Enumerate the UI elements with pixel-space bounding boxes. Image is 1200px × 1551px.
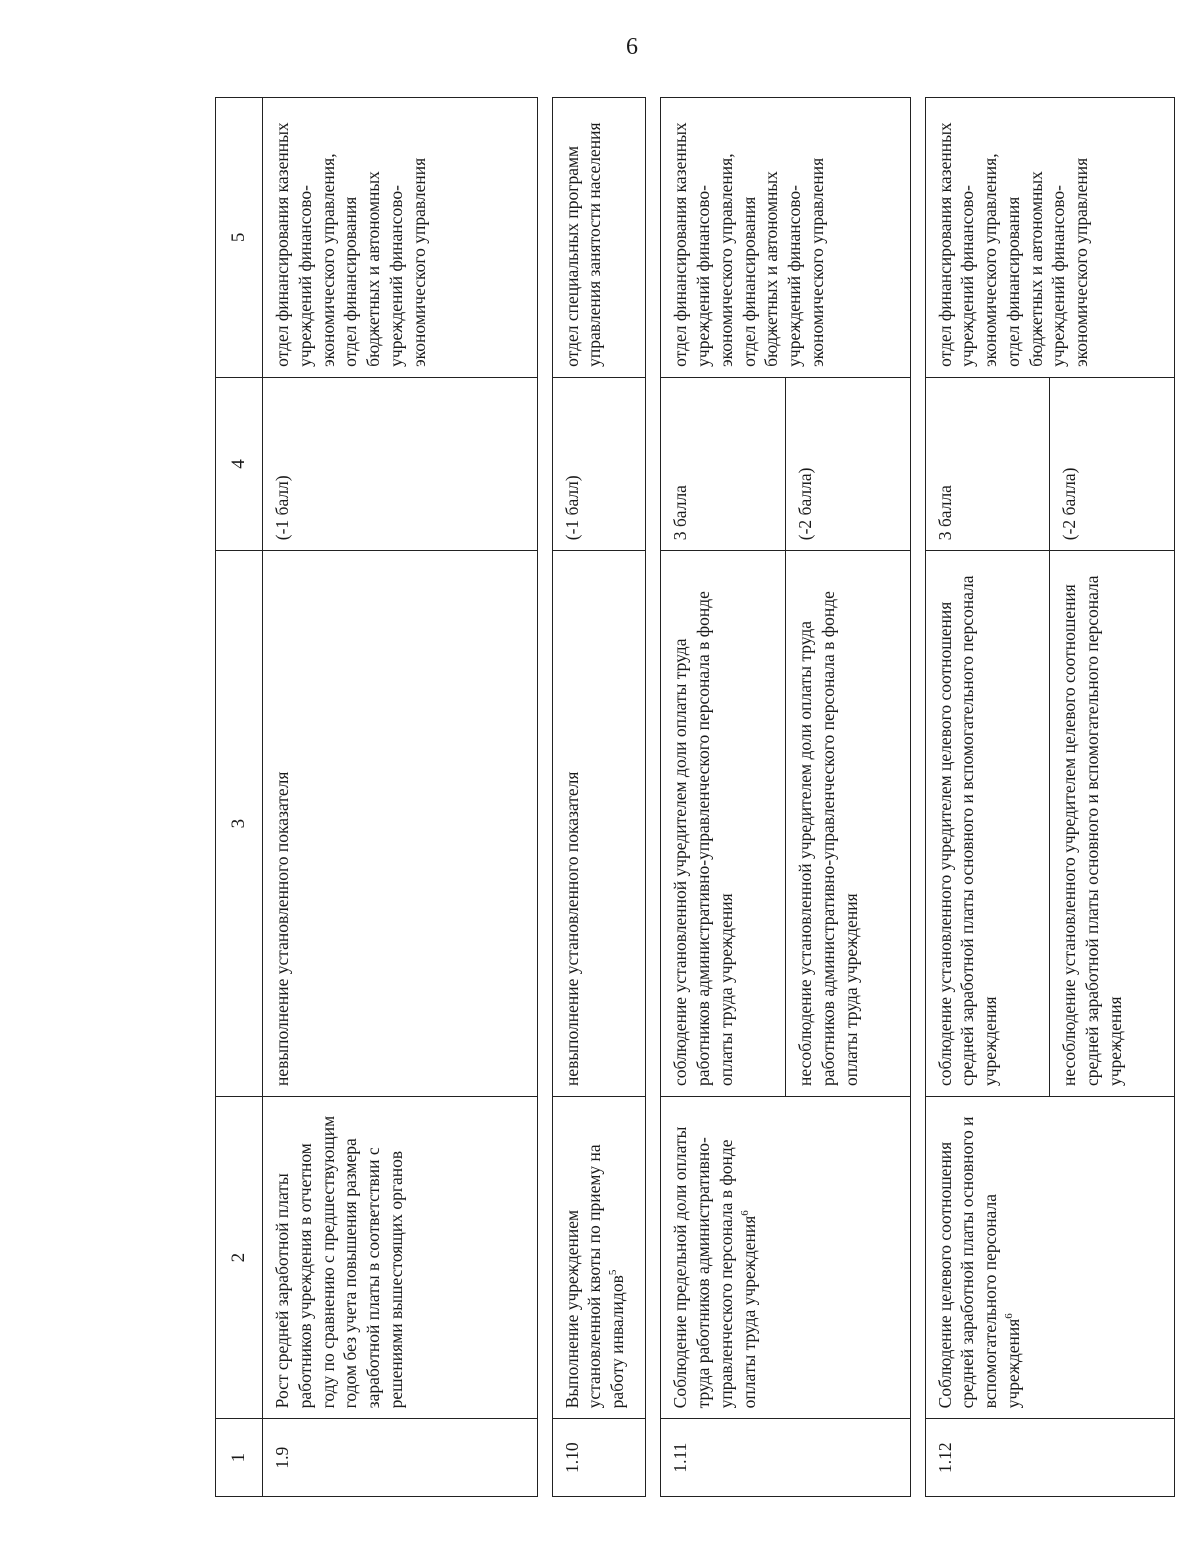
- responsible-cell: отдел финансирования казенных учреждений финансово-экономического управления, отдел финансирования бюджетных и автономных учреждений финансово-экономического управления: [263, 98, 538, 378]
- criterion-text: Соблюдение целевого соотношения средней заработной платы основного и вспомогательного персонала учреждения: [934, 1116, 1023, 1409]
- table-row: [925, 98, 1050, 1497]
- score-cell: (-1 балл): [263, 377, 538, 550]
- row-number: 1.12: [925, 1419, 1174, 1497]
- condition-cell: соблюдение установленной учредителем доли оплаты труда работников административно-управленческого персонала в фонде оплаты труда учреждения: [661, 551, 786, 1097]
- row-number: 1.11: [661, 1419, 910, 1497]
- page-number: 6: [626, 34, 638, 60]
- criterion-cell: [661, 1097, 910, 1419]
- criterion-cell: [925, 1097, 1174, 1419]
- header-col-1: 1: [216, 1419, 263, 1497]
- footnote-marker: 6: [1003, 1313, 1016, 1319]
- table-row: [661, 98, 786, 1497]
- score-cell: 3 балла: [925, 377, 1050, 550]
- criterion-text: Соблюдение предельной доли оплаты труда работников административно-управленческого персонала в фонде оплаты труда учреждения: [670, 1126, 759, 1409]
- criteria-table: [215, 97, 1175, 1497]
- footnote-marker: 5: [607, 1269, 620, 1276]
- criterion-cell: [552, 1097, 646, 1419]
- condition-cell: соблюдение установленного учредителем целевого соотношения средней заработной платы основного и вспомогательного персонала учреждения: [925, 551, 1050, 1097]
- criterion-cell: Рост средней заработной платы работников учреждения в отчетном году по сравнению с предшествующим годом без учета повышения размера заработной платы в соответствии с решениями вышестоящих органов: [263, 1097, 538, 1419]
- row-number: 1.9: [263, 1419, 538, 1497]
- condition-cell: невыполнение установленного показателя: [263, 551, 538, 1097]
- rotated-table-container: [215, 97, 1175, 1497]
- table-row: [263, 98, 538, 1497]
- condition-cell: несоблюдение установленного учредителем целевого соотношения средней заработной платы основного и вспомогательного персонала учреждения: [1050, 551, 1175, 1097]
- score-cell: (-2 балла): [786, 377, 911, 550]
- header-col-2: 2: [216, 1097, 263, 1419]
- header-col-4: 4: [216, 377, 263, 550]
- condition-cell: несоблюдение установленной учредителем доли оплаты труда работников административно-управленческого персонала в фонде оплаты труда учреждения: [786, 551, 911, 1097]
- footnote-marker: 6: [738, 1210, 751, 1216]
- responsible-cell: отдел финансирования казенных учреждений финансово-экономического управления, отдел финансирования бюджетных и автономных учреждений финансово-экономического управления: [661, 98, 910, 378]
- header-col-5: 5: [216, 98, 263, 378]
- criterion-text: Выполнение учреждением установленной квоты по приему на работу инвалидов: [561, 1144, 628, 1409]
- score-cell: (-1 балл): [552, 377, 646, 550]
- score-cell: (-2 балла): [1050, 377, 1175, 550]
- header-row: [216, 98, 263, 1497]
- condition-cell: невыполнение установленного показателя: [552, 551, 646, 1097]
- responsible-cell: отдел финансирования казенных учреждений финансово-экономического управления, отдел финансирования бюджетных и автономных учреждений финансово-экономического управления: [925, 98, 1174, 378]
- table-row: [552, 98, 646, 1497]
- score-cell: 3 балла: [661, 377, 786, 550]
- responsible-cell: отдел специальных программ управления занятости населения: [552, 98, 646, 378]
- header-col-3: 3: [216, 551, 263, 1097]
- row-number: 1.10: [552, 1419, 646, 1497]
